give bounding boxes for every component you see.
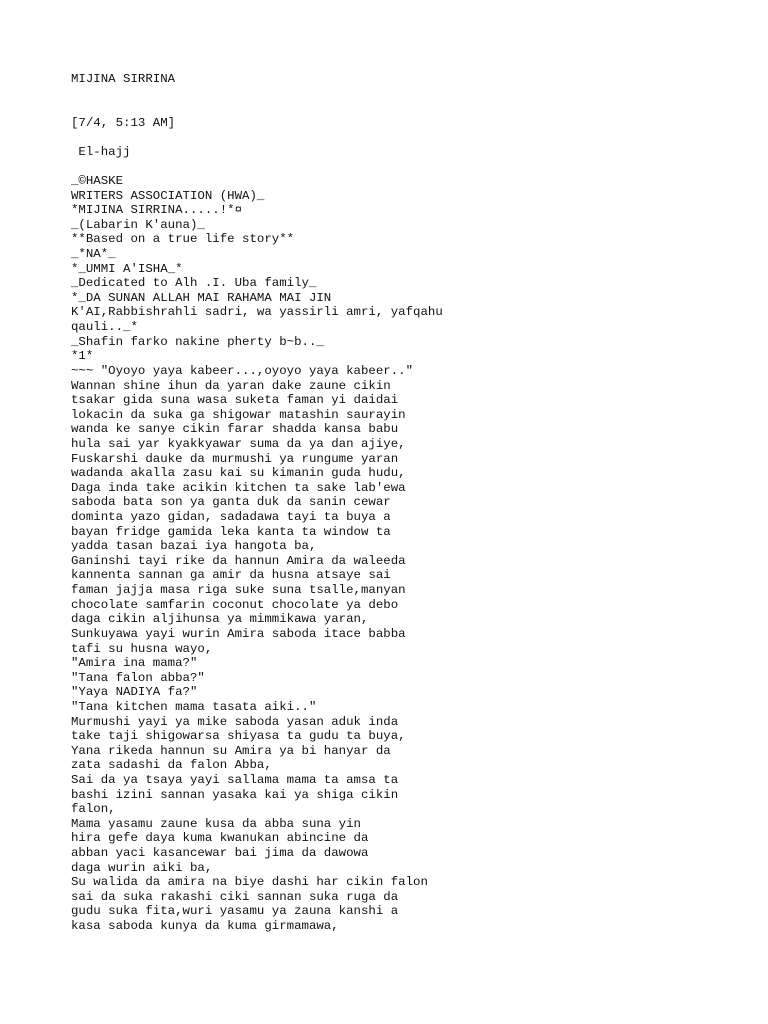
text-line: gudu suka fita,wuri yasamu ya zauna kanshi a — [71, 904, 399, 919]
text-line: Sai da ya tsaya yayi sallama mama ta amsa ta — [71, 772, 399, 787]
text-line: take taji shigowarsa shiyasa ta gudu ta buya, — [71, 729, 406, 744]
text-line: Su walida da amira na biye dashi har cikin falon — [71, 875, 428, 890]
text-line: Ganinshi tayi rike da hannun Amira da waleeda — [71, 553, 406, 568]
text-line: saboda bata son ya ganta duk da sanin cewar — [71, 495, 391, 510]
message-sender: El-hajj — [71, 145, 131, 159]
text-line: abban yaci kasancewar bai jima da dawowa — [71, 846, 369, 861]
text-line: _©HASKE — [71, 174, 124, 188]
text-line: bashi izini sannan yasaka kai ya shiga cikin — [71, 787, 399, 802]
text-line: chocolate samfarin coconut chocolate ya debo — [71, 597, 399, 612]
text-line: K'AI,Rabbishrahli sadri, wa yassirli amri, yafqahu — [71, 305, 443, 320]
text-line: "Tana kitchen mama tasata aiki.." — [71, 699, 317, 714]
text-line: *_UMMI A'ISHA_* — [71, 261, 183, 276]
text-line: faman jajja masa riga suke suna tsalle,manyan — [71, 583, 406, 598]
text-line: Wannan shine ihun da yaran dake zaune cikin — [71, 378, 391, 393]
text-line: Murmushi yayi ya mike saboda yasan aduk inda — [71, 714, 399, 729]
text-line: **Based on a true life story** — [71, 232, 295, 247]
text-line: qauli.._* — [71, 320, 138, 335]
text-line: "Tana falon abba?" — [71, 670, 205, 685]
text-line: tsakar gida suna wasa suketa faman yi daidai — [71, 393, 399, 408]
text-line: ~~~ "Oyoyo yaya kabeer...,oyoyo yaya kabeer.." — [71, 363, 414, 378]
text-line: Fuskarshi dauke da murmushi ya rungume yaran — [71, 451, 399, 466]
text-line: zata sadashi da falon Abba, — [71, 758, 272, 773]
text-line: "Yaya NADIYA fa?" — [71, 685, 198, 700]
text-line: _Shafin farko nakine pherty b~b.._ — [71, 334, 324, 349]
text-line: hira gefe daya kuma kwanukan abincine da — [71, 831, 369, 846]
text-line: dominta yazo gidan, sadadawa tayi ta buya a — [71, 510, 391, 525]
document-title: MIJINA SIRRINA — [71, 72, 176, 86]
text-line: falon, — [71, 802, 116, 817]
text-line: tafi su husna wayo, — [71, 641, 213, 656]
text-line: *_DA SUNAN ALLAH MAI RAHAMA MAI JIN — [71, 290, 332, 305]
text-line: yadda tasan bazai iya hangota ba, — [71, 539, 317, 554]
text-line: *1* — [71, 349, 94, 364]
text-line: _(Labarin K'auna)_ — [71, 217, 205, 232]
text-line: wanda ke sanye cikin farar shadda kansa babu — [71, 422, 399, 437]
text-line: *MIJINA SIRRINA.....!*¤ — [71, 203, 243, 218]
text-line: daga wurin aiki ba, — [71, 860, 213, 875]
text-line: hula sai yar kyakkyawar suma da ya dan ajiye, — [71, 436, 406, 451]
text-line: bayan fridge gamida leka kanta ta window ta — [71, 524, 391, 539]
text-line: Daga inda take acikin kitchen ta sake lab'ewa — [71, 480, 406, 495]
text-line: sai da suka rakashi ciki sannan suka ruga da — [71, 889, 399, 904]
text-line: _Dedicated to Alh .I. Uba family_ — [71, 276, 317, 291]
text-line: Sunkuyawa yayi wurin Amira saboda itace babba — [71, 626, 406, 641]
text-line: wadanda akalla zasu kai su kimanin guda hudu, — [71, 466, 406, 481]
document-body — [71, 174, 443, 934]
text-line: WRITERS ASSOCIATION (HWA)_ — [71, 188, 265, 203]
text-line: kannenta sannan ga amir da husna atsaye sai — [71, 568, 391, 583]
text-line: daga cikin aljihunsa ya mimmikawa yaran, — [71, 612, 369, 627]
text-line: Yana rikeda hannun su Amira ya bi hanyar da — [71, 743, 391, 758]
message-timestamp: [7/4, 5:13 AM] — [71, 116, 176, 130]
text-line: _*NA*_ — [71, 247, 116, 262]
text-line: kasa saboda kunya da kuma girmamawa, — [71, 919, 339, 934]
text-line: lokacin da suka ga shigowar matashin saurayin — [71, 407, 406, 422]
text-line: "Amira ina mama?" — [71, 656, 198, 671]
text-line: Mama yasamu zaune kusa da abba suna yin — [71, 816, 361, 831]
